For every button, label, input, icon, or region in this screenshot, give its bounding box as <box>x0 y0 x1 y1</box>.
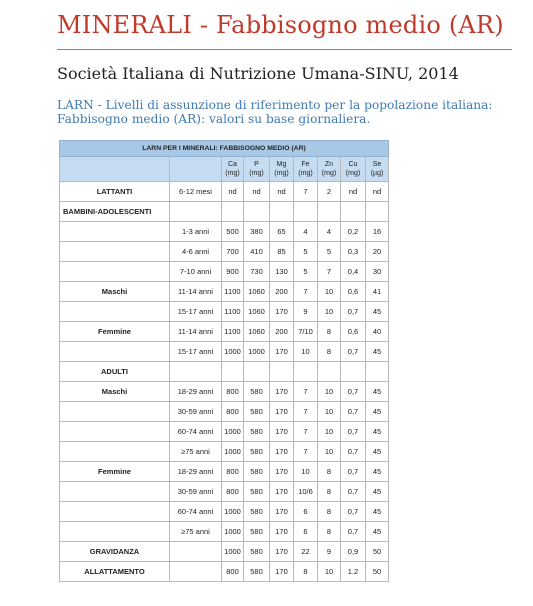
value-cell-fe: 7/10 <box>294 322 318 342</box>
value-cell-cu: 0,7 <box>341 422 366 442</box>
column-header-mg: Mg (mg) <box>270 157 294 182</box>
value-cell-se: 40 <box>366 322 389 342</box>
value-cell-p: 1060 <box>244 282 270 302</box>
table-row <box>60 462 389 482</box>
value-cell-p: 580 <box>244 502 270 522</box>
value-cell-se: 50 <box>366 562 389 582</box>
value-cell-se: 45 <box>366 402 389 422</box>
value-cell-zn: 10 <box>318 422 341 442</box>
value-cell-zn: 10 <box>318 562 341 582</box>
value-cell-mg: 130 <box>270 262 294 282</box>
value-cell-p: 580 <box>244 402 270 422</box>
value-cell-mg: 170 <box>270 382 294 402</box>
table-row <box>60 422 389 442</box>
table-row <box>60 482 389 502</box>
value-cell-p: 580 <box>244 482 270 502</box>
value-cell-p: 730 <box>244 262 270 282</box>
value-cell-mg: 85 <box>270 242 294 262</box>
value-cell-ca: 1000 <box>222 442 244 462</box>
value-cell-ca: 500 <box>222 222 244 242</box>
value-cell-fe: 7 <box>294 282 318 302</box>
value-cell-ca: nd <box>222 182 244 202</box>
value-cell-fe: 7 <box>294 382 318 402</box>
column-header-ca: Ca (mg) <box>222 157 244 182</box>
value-cell-se: 45 <box>366 342 389 362</box>
table-row <box>60 402 389 422</box>
value-cell-p: 580 <box>244 562 270 582</box>
row-age-range: 15-17 anni <box>170 342 222 362</box>
column-header-se: Se (µg) <box>366 157 389 182</box>
row-age-range: 15-17 anni <box>170 302 222 322</box>
value-cell-mg: 170 <box>270 542 294 562</box>
row-category: Maschi <box>60 282 170 302</box>
value-cell-zn: 8 <box>318 502 341 522</box>
value-cell-ca: 1000 <box>222 542 244 562</box>
row-category <box>60 302 170 322</box>
value-cell-ca: 900 <box>222 262 244 282</box>
table-row <box>60 522 389 542</box>
row-age-range: 18-29 anni <box>170 462 222 482</box>
value-cell-mg <box>270 362 294 382</box>
value-cell-p: 580 <box>244 382 270 402</box>
value-cell-mg: 170 <box>270 462 294 482</box>
value-cell-p: 580 <box>244 462 270 482</box>
value-cell-fe <box>294 362 318 382</box>
value-cell-fe: 9 <box>294 302 318 322</box>
row-age-range: 60-74 anni <box>170 502 222 522</box>
row-age-range: 30-59 anni <box>170 482 222 502</box>
value-cell-p: 1060 <box>244 302 270 322</box>
row-age-range <box>170 362 222 382</box>
value-cell-ca: 1100 <box>222 322 244 342</box>
row-category <box>60 522 170 542</box>
value-cell-fe: 7 <box>294 422 318 442</box>
value-cell-se: 16 <box>366 222 389 242</box>
row-category: Femmine <box>60 462 170 482</box>
value-cell-mg: 65 <box>270 222 294 242</box>
table-row <box>60 202 389 222</box>
larn-line-1: LARN - Livelli di assunzione di riferimento per la popolazione italiana: <box>57 98 493 112</box>
value-cell-mg: 170 <box>270 302 294 322</box>
value-cell-mg: 170 <box>270 342 294 362</box>
value-cell-mg: 170 <box>270 402 294 422</box>
row-age-range <box>170 202 222 222</box>
value-cell-se <box>366 202 389 222</box>
value-cell-cu: 0,7 <box>341 522 366 542</box>
value-cell-cu <box>341 202 366 222</box>
value-cell-zn: 10 <box>318 282 341 302</box>
value-cell-fe <box>294 202 318 222</box>
value-cell-se: 41 <box>366 282 389 302</box>
row-category <box>60 442 170 462</box>
value-cell-ca: 1000 <box>222 522 244 542</box>
value-cell-ca: 1100 <box>222 302 244 322</box>
value-cell-ca: 800 <box>222 402 244 422</box>
value-cell-zn: 10 <box>318 402 341 422</box>
value-cell-zn: 7 <box>318 262 341 282</box>
value-cell-fe: 5 <box>294 262 318 282</box>
value-cell-p: 1060 <box>244 322 270 342</box>
table-row <box>60 562 389 582</box>
row-age-range: ≥75 anni <box>170 442 222 462</box>
row-age-range <box>170 562 222 582</box>
header-blank-category <box>60 157 170 182</box>
table-row <box>60 322 389 342</box>
row-category <box>60 342 170 362</box>
value-cell-p: 580 <box>244 542 270 562</box>
value-cell-mg: nd <box>270 182 294 202</box>
value-cell-zn: 8 <box>318 342 341 362</box>
value-cell-se: 45 <box>366 302 389 322</box>
value-cell-se <box>366 362 389 382</box>
row-age-range: 6-12 mesi <box>170 182 222 202</box>
row-category <box>60 222 170 242</box>
value-cell-se: 45 <box>366 502 389 522</box>
value-cell-ca: 1000 <box>222 342 244 362</box>
column-header-cu: Cu (mg) <box>341 157 366 182</box>
value-cell-ca: 700 <box>222 242 244 262</box>
value-cell-zn: 4 <box>318 222 341 242</box>
value-cell-p: 410 <box>244 242 270 262</box>
table-row <box>60 282 389 302</box>
larn-line-2: Fabbisogno medio (AR): valori su base giornaliera. <box>57 112 371 126</box>
value-cell-fe: 22 <box>294 542 318 562</box>
value-cell-ca: 1100 <box>222 282 244 302</box>
row-category <box>60 402 170 422</box>
table-row <box>60 362 389 382</box>
value-cell-cu: nd <box>341 182 366 202</box>
value-cell-fe: 10 <box>294 342 318 362</box>
row-age-range: 30-59 anni <box>170 402 222 422</box>
value-cell-fe: 10/6 <box>294 482 318 502</box>
value-cell-fe: 7 <box>294 402 318 422</box>
value-cell-zn: 10 <box>318 442 341 462</box>
value-cell-se: 45 <box>366 462 389 482</box>
table-row <box>60 242 389 262</box>
value-cell-cu: 1.2 <box>341 562 366 582</box>
row-age-range: 18-29 anni <box>170 382 222 402</box>
value-cell-se: nd <box>366 182 389 202</box>
row-age-range: 4-6 anni <box>170 242 222 262</box>
value-cell-cu: 0,2 <box>341 222 366 242</box>
value-cell-p: nd <box>244 182 270 202</box>
value-cell-ca: 800 <box>222 482 244 502</box>
header-blank-age <box>170 157 222 182</box>
value-cell-ca: 800 <box>222 562 244 582</box>
value-cell-ca: 800 <box>222 382 244 402</box>
row-category <box>60 422 170 442</box>
value-cell-fe: 4 <box>294 222 318 242</box>
value-cell-zn: 5 <box>318 242 341 262</box>
value-cell-se: 50 <box>366 542 389 562</box>
value-cell-ca: 1000 <box>222 422 244 442</box>
value-cell-fe: 10 <box>294 462 318 482</box>
value-cell-cu: 0,7 <box>341 442 366 462</box>
value-cell-cu <box>341 362 366 382</box>
value-cell-p: 580 <box>244 422 270 442</box>
page-title: MINERALI - Fabbisogno medio (AR) <box>57 11 504 39</box>
row-age-range: 60-74 anni <box>170 422 222 442</box>
value-cell-se: 45 <box>366 482 389 502</box>
larn-description <box>57 98 533 126</box>
value-cell-mg: 170 <box>270 562 294 582</box>
row-category <box>60 242 170 262</box>
column-header-fe: Fe (mg) <box>294 157 318 182</box>
value-cell-mg: 200 <box>270 322 294 342</box>
row-age-range: 1-3 anni <box>170 222 222 242</box>
row-age-range <box>170 542 222 562</box>
table-banner: LARN PER I MINERALI: FABBISOGNO MEDIO (AR) <box>60 141 389 157</box>
value-cell-ca: 800 <box>222 462 244 482</box>
value-cell-se: 20 <box>366 242 389 262</box>
title-divider <box>57 49 512 50</box>
row-category <box>60 482 170 502</box>
value-cell-mg: 170 <box>270 482 294 502</box>
value-cell-cu: 0,7 <box>341 302 366 322</box>
value-cell-p <box>244 362 270 382</box>
value-cell-p: 380 <box>244 222 270 242</box>
value-cell-zn: 8 <box>318 522 341 542</box>
row-age-range: ≥75 anni <box>170 522 222 542</box>
value-cell-p: 1000 <box>244 342 270 362</box>
value-cell-cu: 0,7 <box>341 462 366 482</box>
value-cell-mg: 200 <box>270 282 294 302</box>
table-row <box>60 182 389 202</box>
value-cell-se: 45 <box>366 422 389 442</box>
value-cell-mg: 170 <box>270 422 294 442</box>
value-cell-cu: 0,7 <box>341 502 366 522</box>
row-category: Femmine <box>60 322 170 342</box>
value-cell-fe: 6 <box>294 502 318 522</box>
value-cell-mg: 170 <box>270 522 294 542</box>
value-cell-se: 45 <box>366 382 389 402</box>
value-cell-zn: 8 <box>318 482 341 502</box>
value-cell-cu: 0,3 <box>341 242 366 262</box>
value-cell-cu: 0,7 <box>341 402 366 422</box>
table-row <box>60 442 389 462</box>
larn-minerals-table <box>59 140 389 582</box>
value-cell-zn: 10 <box>318 302 341 322</box>
row-category: LATTANTI <box>60 182 170 202</box>
value-cell-ca: 1000 <box>222 502 244 522</box>
value-cell-zn: 10 <box>318 382 341 402</box>
table-row <box>60 302 389 322</box>
value-cell-fe: 8 <box>294 562 318 582</box>
row-category <box>60 262 170 282</box>
value-cell-p <box>244 202 270 222</box>
value-cell-cu: 0,6 <box>341 282 366 302</box>
value-cell-se: 30 <box>366 262 389 282</box>
row-age-range: 11-14 anni <box>170 282 222 302</box>
table-row <box>60 542 389 562</box>
value-cell-zn: 2 <box>318 182 341 202</box>
value-cell-zn <box>318 202 341 222</box>
value-cell-cu: 0,7 <box>341 342 366 362</box>
row-category: BAMBINI-ADOLESCENTI <box>60 202 170 222</box>
value-cell-mg: 170 <box>270 502 294 522</box>
row-category: ALLATTAMENTO <box>60 562 170 582</box>
value-cell-ca <box>222 202 244 222</box>
column-header-p: P (mg) <box>244 157 270 182</box>
value-cell-fe: 7 <box>294 182 318 202</box>
value-cell-zn <box>318 362 341 382</box>
value-cell-cu: 0,4 <box>341 262 366 282</box>
table-body <box>60 182 389 582</box>
value-cell-cu: 0,7 <box>341 382 366 402</box>
value-cell-zn: 8 <box>318 462 341 482</box>
value-cell-se: 45 <box>366 522 389 542</box>
table-row <box>60 382 389 402</box>
value-cell-p: 580 <box>244 442 270 462</box>
value-cell-cu: 0,7 <box>341 482 366 502</box>
table-row <box>60 502 389 522</box>
table-row <box>60 342 389 362</box>
value-cell-ca <box>222 362 244 382</box>
value-cell-cu: 0,9 <box>341 542 366 562</box>
value-cell-zn: 8 <box>318 322 341 342</box>
value-cell-mg <box>270 202 294 222</box>
row-category <box>60 502 170 522</box>
row-category: GRAVIDANZA <box>60 542 170 562</box>
value-cell-fe: 6 <box>294 522 318 542</box>
column-header-zn: Zn (mg) <box>318 157 341 182</box>
row-age-range: 7-10 anni <box>170 262 222 282</box>
row-category: ADULTI <box>60 362 170 382</box>
value-cell-fe: 5 <box>294 242 318 262</box>
table-row <box>60 262 389 282</box>
value-cell-cu: 0,6 <box>341 322 366 342</box>
table-row <box>60 222 389 242</box>
row-age-range: 11-14 anni <box>170 322 222 342</box>
value-cell-fe: 7 <box>294 442 318 462</box>
value-cell-mg: 170 <box>270 442 294 462</box>
value-cell-se: 45 <box>366 442 389 462</box>
page-subtitle: Società Italiana di Nutrizione Umana-SINU, 2014 <box>57 64 459 83</box>
value-cell-p: 580 <box>244 522 270 542</box>
row-category: Maschi <box>60 382 170 402</box>
value-cell-zn: 9 <box>318 542 341 562</box>
